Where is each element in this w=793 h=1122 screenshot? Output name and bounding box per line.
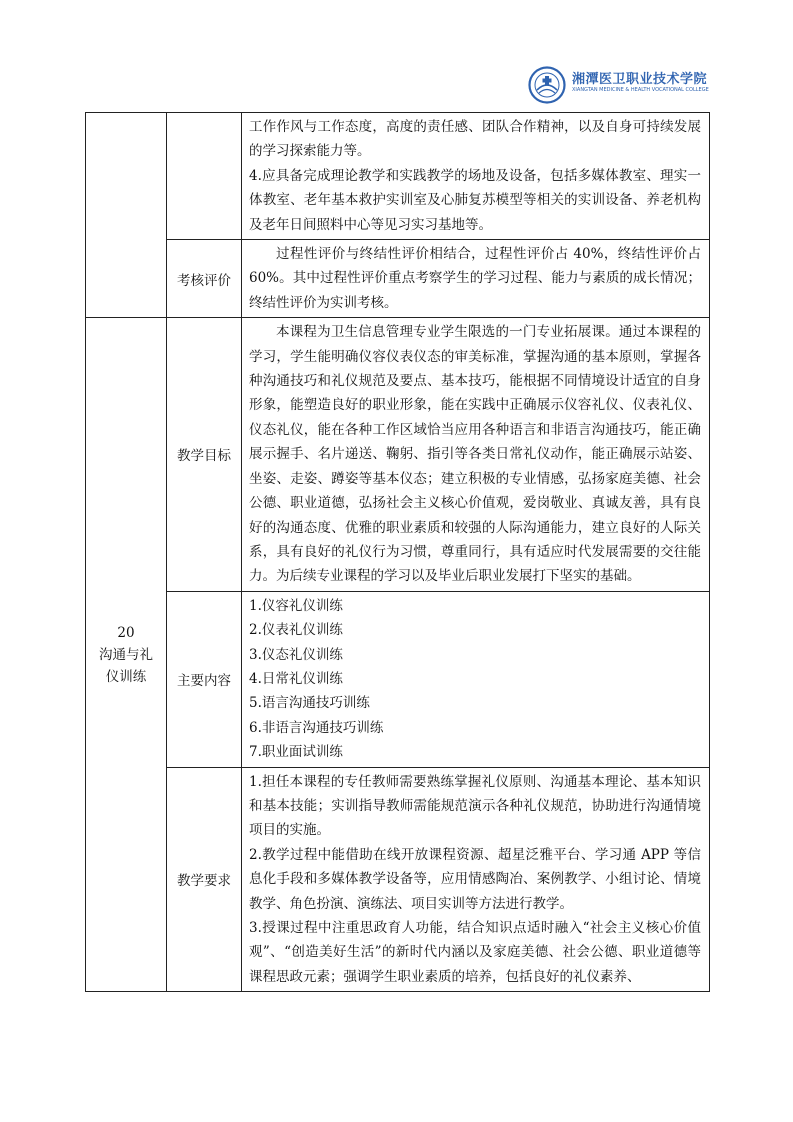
content-label: 主要内容 [167,591,242,767]
objectives-label: 教学目标 [167,318,242,591]
course-name-line2: 仪训练 [105,668,147,685]
requirements-label: 教学要求 [167,767,242,992]
list-item: 5.语言沟通技巧训练 [249,695,370,712]
objectives-text: 本课程为卫生信息管理专业学生限选的一门专业拓展课。通过本课程的学习，学生能明确仪容仪表仪态的审美标准，掌握沟通的基本原则，掌握各种沟通技巧和礼仪规范及要点、基本技巧，能根据不同情境设计适宜的自身形象，能塑造良好的职业形象，能在实践中正确展示仪容礼仪、仪表礼仪、仪态礼仪，能在各种工作区域恰当应用各种语言和非语言沟通技巧，能正确展示握手、名片递送、鞠躬、指引等各类日常礼仪动作，能正确展示站姿、坐姿、走姿、蹲姿等基本仪态；建立积极的专业情感，弘扬家庭美德、社会公德、职业道德，弘扬社会主义核心价值观，爱岗敬业、真诚友善，具有良好的沟通态度、优雅的职业素质和较强的人际沟通能力，建立良好的人际关系，具有良好的礼仪行为习惯，尊重同行，具有适应时代发展需要的交往能力。为后续专业课程的学习以及毕业后职业发展打下坚实的基础。 [249,324,701,585]
list-item: 6.非语言沟通技巧训练 [249,719,384,736]
table-row [86,240,710,318]
assessment-label: 考核评价 [167,240,242,318]
course-table [85,112,710,992]
content-list-cell [242,591,710,767]
table-row [86,113,710,240]
list-item: 7.职业面试训练 [249,744,343,761]
course-name-line1: 沟通与礼 [99,646,153,663]
assessment-text: 过程性评价与终结性评价相结合，过程性评价占 40%，终结性评价占 60%。其中过程性评价重点考察学生的学习过程、能力与素质的成长情况；终结性评价为实训考核。 [249,246,701,311]
list-item: 3.仪态礼仪训练 [249,646,343,663]
list-item: 1.担任本课程的专任教师需要熟练掌握礼仪原则、沟通基本理论、基本知识和基本技能；实训指导教师需能规范演示各种礼仪规范，协助进行沟通情境项目的实施。 [249,773,701,839]
college-name-en: XIANGTAN MEDICINE & HEALTH VOCATIONAL COLLEGE [572,87,709,93]
list-item: 2.仪表礼仪训练 [249,622,343,639]
paragraph: 工作作风与工作态度，高度的责任感、团队合作精神，以及自身可持续发展的学习探索能力等。 [249,119,701,160]
table-row [86,591,710,767]
list-item: 3.授课过程中注重思政育人功能，结合知识点适时融入“社会主义核心价值观”、“创造美好生活”的新时代内涵以及家庭美德、社会公德、职业道德等课程思政元素；强调学生职业素质的培养，包括良好的礼仪素养、 [249,920,701,985]
requirements-list-cell [242,767,710,992]
college-emblem-icon [528,66,566,104]
empty-course-cell [86,113,167,318]
list-item: 4.日常礼仪训练 [249,670,343,687]
table-row [86,318,710,591]
college-name-cn: 湘潭医卫职业技术学院 [572,72,708,87]
college-logo [528,66,718,104]
course-number: 20 [117,624,135,641]
continued-requirements-cell [242,113,710,240]
assessment-text-cell [242,240,710,318]
empty-label-cell [167,113,242,240]
table-row [86,767,710,992]
paragraph: 4.应具备完成理论教学和实践教学的场地及设备，包括多媒体教室、理实一体教室、老年基本救护实训室及心肺复苏模型等相关的实训设备、养老机构及老年日间照料中心等见习实习基地等。 [249,167,701,233]
course-name-cell [86,318,167,992]
list-item: 1.仪容礼仪训练 [249,597,343,614]
objectives-text-cell [242,318,710,591]
list-item: 2.教学过程中能借助在线开放课程资源、超星泛雅平台、学习通 APP 等信息化手段和多媒体教学设备等，应用情感陶冶、案例教学、小组讨论、情境教学、角色扮演、演练法、项目实训等方法进行教学。 [249,846,701,912]
